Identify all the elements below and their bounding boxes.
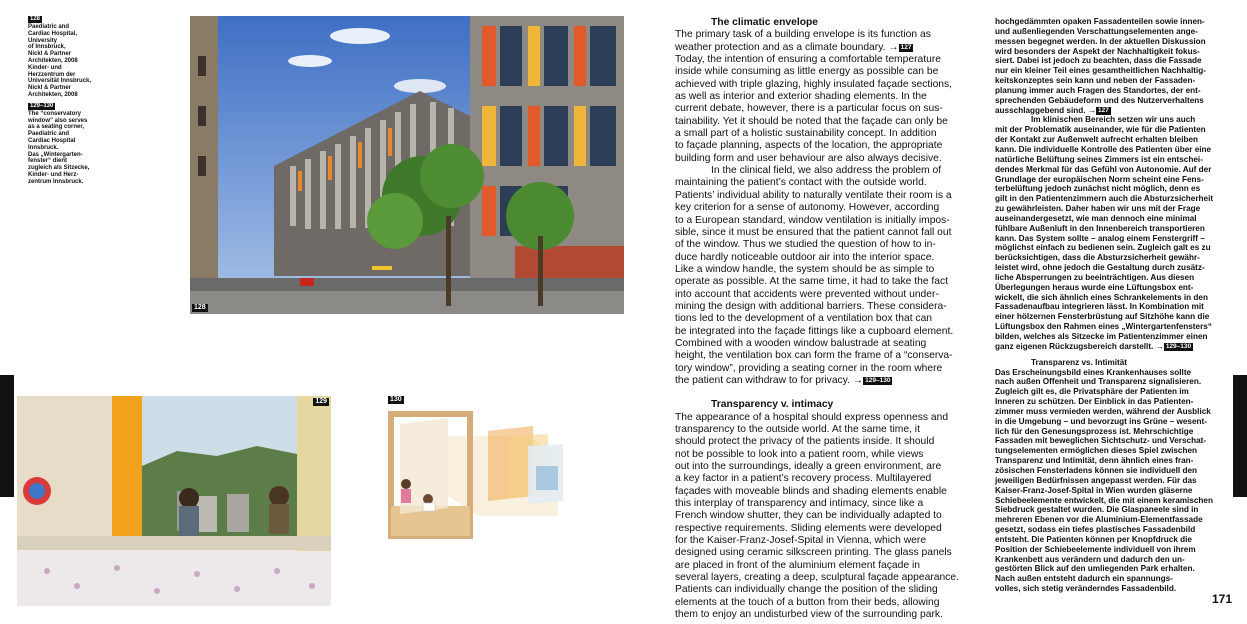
text-line: Fassadenaufbau integrieren lässt. In Kombination mit xyxy=(995,302,1204,312)
text-line: this interplay of transparency and intimacy, since like a xyxy=(675,498,924,510)
text-line xyxy=(995,342,1221,352)
text-line: Fassaden mit beweglichen Sichtschutz- und Verschat- xyxy=(995,436,1207,446)
text-line: liche Absperrungen zu beeinträchtigen. Aus diesen xyxy=(995,272,1195,282)
caption-line: Universität Innsbruck, xyxy=(28,78,92,85)
text-line-content: weather protection and as a climate boundary. xyxy=(675,41,886,53)
caption-line: Paediatric and xyxy=(28,24,70,30)
text-line: Zugleich gilt es, die Privatsphäre der Patienten im xyxy=(995,387,1189,397)
text-line xyxy=(675,42,965,54)
text-line: hochgedämmten opaken Fassadenteilen sowie innen- xyxy=(995,17,1205,26)
text-line: a key factor in a patient’s recovery process. Multilayered xyxy=(675,473,932,485)
text-line: maintaining the patient’s contact with the outside world. xyxy=(675,177,927,189)
text-line-content: the patient can withdraw to for privacy. xyxy=(675,374,850,386)
caption-column xyxy=(28,16,96,190)
text-line: jeweiligen Bedürfnissen angepasst werden. Für das xyxy=(995,475,1197,485)
text-line: möglichst einfach zu bedienen sein. Zugleich galt es zu xyxy=(995,243,1211,253)
text-line: Transparenz und Intimität, denn ähnlich eines fran- xyxy=(995,456,1194,466)
text-line: several layers, creating a deep, sculptural façade appearance. xyxy=(675,572,959,584)
text-line: tainability. Yet it should be noted that the façade can only be xyxy=(675,115,948,127)
text-line: zimmer muss vermieden werden, während der Ausblick xyxy=(995,406,1211,416)
caption-line: Architekten, 2008 xyxy=(28,57,78,64)
text-line: of the window. Thus we studied the question of how to in- xyxy=(675,239,936,251)
text-line: zu gewährleisten. Daher haben wir uns mit der Frage xyxy=(995,204,1201,214)
text-line: entsteht. Die Patienten können per Knopfdruck die xyxy=(995,534,1192,544)
text-line: are placed in front of the aluminium element façade in xyxy=(675,559,920,571)
caption-number: 129–130 xyxy=(30,102,54,109)
text-line: height, the ventilation box can form the frame of a “conserva- xyxy=(675,350,953,362)
text-line: sprechenden Gebäudeform und des Nutzerverhaltens xyxy=(995,95,1204,105)
text-line: natürliche Belüftung seines Zimmers ist ein entschei- xyxy=(995,154,1203,164)
photo-number-tag: 129 xyxy=(315,398,327,405)
text-line: berücksichtigen, dass die Absturzsicherheit gewähr- xyxy=(995,253,1200,263)
text-line: Patients can individually change the position of the sliding xyxy=(675,584,938,596)
text-line-content: ganz eigenen Rückzugsbereich darstellt. xyxy=(995,341,1154,351)
text-line: tungselementen ermöglichen dieses Spiel zwischen xyxy=(995,446,1198,456)
section-heading: Transparency v. intimacy xyxy=(711,399,834,411)
text-line: Kaiser-Franz-Josef-Spital in Wien wurden gläserne xyxy=(995,485,1193,495)
text-line: mehreren Ebenen vor die Aluminium-Elementfassade xyxy=(995,515,1203,525)
text-line: tions led to the development of a ventilation box that can xyxy=(675,313,933,325)
caption-line: zentrum Innsbruck. xyxy=(28,178,84,185)
thumb-index-bar xyxy=(0,375,14,497)
section-heading: Transparenz vs. Intimität xyxy=(1031,357,1128,367)
text-line: in die Umgebung – und bevorzugt ins Grüne – wesent- xyxy=(995,416,1207,426)
text-line: Like a window handle, the system should be as simple to xyxy=(675,263,935,275)
caption-line: Nickl & Partner xyxy=(28,51,72,58)
text-line: into account that accidents were prevented without under- xyxy=(675,288,939,300)
section-heading: The climatic envelope xyxy=(711,17,819,28)
caption-line: window” also serves xyxy=(28,117,88,124)
text-line: Combined with a wooden window balustrade at seating xyxy=(675,337,927,349)
text-line: The primary task of a building envelope is its function as xyxy=(675,29,931,41)
text-line: Im klinischen Bereich setzen wir uns auch xyxy=(1031,115,1196,125)
text-line: Siebdruck gestaltet wurden. Die Glaspaneele sind in xyxy=(995,505,1199,515)
caption-line: University xyxy=(28,37,58,44)
text-line: zösischen Fensterladens können sie individuell den xyxy=(995,465,1198,475)
caption-line: zugleich als Sitzecke, xyxy=(28,165,90,172)
text-line: should protect the privacy of the patients inside. It should xyxy=(675,436,935,448)
text-line: sible, since it must be ensured that the patient cannot fall out xyxy=(675,226,952,238)
text-line: tory window”, providing a seating corner in the room where xyxy=(675,362,943,374)
text-line: key criterion for a sense of autonomy. However, according xyxy=(675,202,940,214)
text-line: Krankenbett aus verändern und dadurch den un- xyxy=(995,554,1185,564)
arrow-right-icon: → xyxy=(852,374,864,386)
caption-129-130 xyxy=(28,103,96,186)
text-line: for the Kaiser-Franz-Josef-Spital in Vienna, which were xyxy=(675,535,927,547)
text-line: not be possible to look into a patient room, while views xyxy=(675,448,924,460)
text-line: as well as interior and exterior shading elements. In the xyxy=(675,91,927,103)
text-line: der Kontakt zur Außenwelt aufrecht erhalten bleiben xyxy=(995,135,1199,145)
text-line: The appearance of a hospital should express openness and xyxy=(675,411,949,423)
text-line: und außenliegenden Verschattungselementen ange- xyxy=(995,26,1198,36)
text-line: mining the design with additional barriers. These considera- xyxy=(675,300,947,312)
text-line: gestörten Blick auf den umliegenden Park erhalten. xyxy=(995,564,1195,574)
caption-line: Herzzentrum der xyxy=(28,71,76,78)
text-line: to a European standard, window ventilation is initially impos- xyxy=(675,214,950,226)
thumb-index-bar xyxy=(1233,375,1247,497)
text-line: building form and user behaviour are also always decisive. xyxy=(675,152,942,164)
text-line: inside while consuming as little energy as possible can be xyxy=(675,66,939,78)
photo-number-tag: 128 xyxy=(194,304,206,311)
text-line: façades with moveable blinds and shading elements enable xyxy=(675,485,947,497)
text-line: planung immer auch Fragen des Standortes, der ent- xyxy=(995,85,1201,95)
caption-line: Paediatric and xyxy=(28,131,70,138)
text-line: transparency to the outside world. At the same time, it xyxy=(675,424,920,435)
text-line: Lüftungsbox den Rahmen eines „Wintergartenfensters“ xyxy=(995,322,1212,332)
caption-line: The “conservatory xyxy=(28,110,82,117)
arrow-right-icon: → xyxy=(1155,341,1164,351)
caption-line: Cardiac Hospital xyxy=(28,137,76,144)
caption-line: Innsbruck. xyxy=(28,144,59,151)
text-line: Position der Schiebeelemente individuell von ihrem xyxy=(995,544,1196,554)
text-line: achieved with triple glazing, highly insulated façade sections, xyxy=(675,78,953,90)
text-line: leistet wird, ohne jedoch die Gestaltung durch zusätz- xyxy=(995,263,1205,273)
text-line-content: ausschlaggebend sind. xyxy=(995,105,1086,115)
left-page xyxy=(0,0,623,624)
text-line: nach außen Offenheit und Transparenz signalisieren. xyxy=(995,377,1202,387)
caption-128 xyxy=(28,16,96,99)
text-line: Today, the intention of ensuring a comfortable temperature xyxy=(675,54,941,66)
text-line: In the clinical field, we also address the problem of xyxy=(711,165,942,177)
text-line: Das Erscheinungsbild eines Krankenhauses sollte xyxy=(995,367,1192,377)
caption-line: fenster“ dient xyxy=(28,158,68,165)
text-line: Inneren zu schützen. Der Einblick in das Patienten- xyxy=(995,397,1194,407)
text-line: current debate, however, there is a particular focus on sus- xyxy=(675,103,943,115)
figure-ref[interactable]: 129–130 xyxy=(865,376,891,384)
text-line: dendes Merkmal für das Gefühl von Autonomie. Auf der xyxy=(995,164,1212,174)
text-line xyxy=(675,375,965,387)
text-line: to façade planning, aspects of the location, the appropriate xyxy=(675,140,943,152)
text-line: volles, sich stetig veränderndes Fassadenbild. xyxy=(995,584,1177,594)
text-line: Überlegungen heraus wurde eine Lüftungsbox ent- xyxy=(995,282,1194,292)
text-line: elements at the touch of a button from their beds, allowing xyxy=(675,596,940,608)
text-line: them to enjoy an undisturbed view of the surrounding park. xyxy=(675,609,943,621)
text-line: Patients’ individual ability to naturally ventilate their room is a xyxy=(675,189,952,201)
text-line: messen begegnet werden. In der aktuellen Diskussion xyxy=(995,36,1206,46)
caption-line: Cardiac Hospital, xyxy=(28,30,78,37)
text-line: keitskonzeptes sein kann und neben der Fassaden- xyxy=(995,76,1196,86)
text-line: duce hardly noticeable outdoor air into the interior space. xyxy=(675,251,935,263)
text-line: auseinandergesetzt, wie man dennoch eine minimal xyxy=(995,213,1197,223)
text-line: siert. Dabei ist jedoch zu beachten, dass die Fassade xyxy=(995,56,1202,66)
text-line: einer hölzernen Fensterbrüstung auf Sitzhöhe kann die xyxy=(995,312,1210,322)
arrow-right-icon: → xyxy=(888,41,899,53)
text-line: Schiebeelemente entwickelt, die mit einem keramischen xyxy=(995,495,1213,505)
text-line: out into the surroundings, ideally a green environment, are xyxy=(675,461,942,473)
text-line: mit der Problematik auseinander, wie für die Patienten xyxy=(995,125,1206,135)
caption-line: Das „Wintergarten- xyxy=(28,151,83,158)
text-line: Nach außen entsteht dadurch ein spannungs- xyxy=(995,574,1173,584)
text-line: kann. Das System sollte – analog einem Fenstergriff – xyxy=(995,233,1205,243)
text-line: wickelt, die sich ähnlich eines Schrankelements in den xyxy=(995,292,1208,302)
caption-line: Architekten, 2008 xyxy=(28,91,78,98)
page-number: 171 xyxy=(1211,592,1232,606)
text-line: operate as possible. At the same time, it had to take the fact xyxy=(675,276,949,288)
text-line: respective requirements. Sliding elements were developed xyxy=(675,522,942,534)
text-line: French window shutter, they can be individually adapted to xyxy=(675,510,942,522)
caption-line: Kinder- und xyxy=(28,64,62,71)
figure-ref[interactable]: 127 xyxy=(1098,106,1109,114)
caption-line: of Innsbruck, xyxy=(28,44,66,51)
german-text-column xyxy=(995,17,1221,594)
figure-ref[interactable]: 127 xyxy=(900,43,912,51)
text-line: wird besonders der Aspekt der Nachhaltigkeit fokus- xyxy=(995,46,1200,56)
photo-children-window xyxy=(17,396,331,606)
figure-ref[interactable]: 129–130 xyxy=(1165,342,1192,350)
text-line: gesetzt, sodass ein tiefes plastisches Fassadenbild xyxy=(995,525,1196,535)
photo-number-tag: 130 xyxy=(390,396,402,403)
diagram-conservatory-window xyxy=(388,396,588,546)
text-line: a small part of a holistic sustainability concept. In addition xyxy=(675,128,937,140)
text-line: kann. Die individuelle Kontrolle des Patienten über eine xyxy=(995,144,1212,154)
text-line xyxy=(995,106,1221,116)
text-line: bilden, welches als Sitzecke im Patientenzimmer einen xyxy=(995,332,1208,341)
text-line: be integrated into the façade fittings like a cupboard element. xyxy=(675,325,954,337)
text-line: lich für den Genesungsprozess ist. Mehrschichtige xyxy=(995,426,1194,436)
text-line: Grundlage der europäischen Norm scheint eine Fens- xyxy=(995,174,1204,184)
text-line: nur ein kleiner Teil eines gesamtheitlichen Nachhaltig- xyxy=(995,66,1206,76)
english-text-column xyxy=(675,17,965,622)
text-line: fühlbare Außenluft in den Innenbereich transportieren xyxy=(995,223,1205,233)
caption-line: Nickl & Partner xyxy=(28,85,72,92)
caption-line: as a seating corner, xyxy=(28,124,85,131)
arrow-right-icon: → xyxy=(1087,105,1097,115)
text-line: gilt in den Patientenzimmern auch die Absturzsicherheit xyxy=(995,194,1214,204)
text-line: terbelüftung jedoch zunächst nicht möglich, denn es xyxy=(995,184,1201,194)
photo-hospital-exterior xyxy=(190,16,624,314)
text-line: designed using ceramic silkscreen printing. The glass panels xyxy=(675,547,952,559)
caption-line: Kinder- und Herz- xyxy=(28,171,79,178)
caption-number: 128 xyxy=(30,16,41,22)
